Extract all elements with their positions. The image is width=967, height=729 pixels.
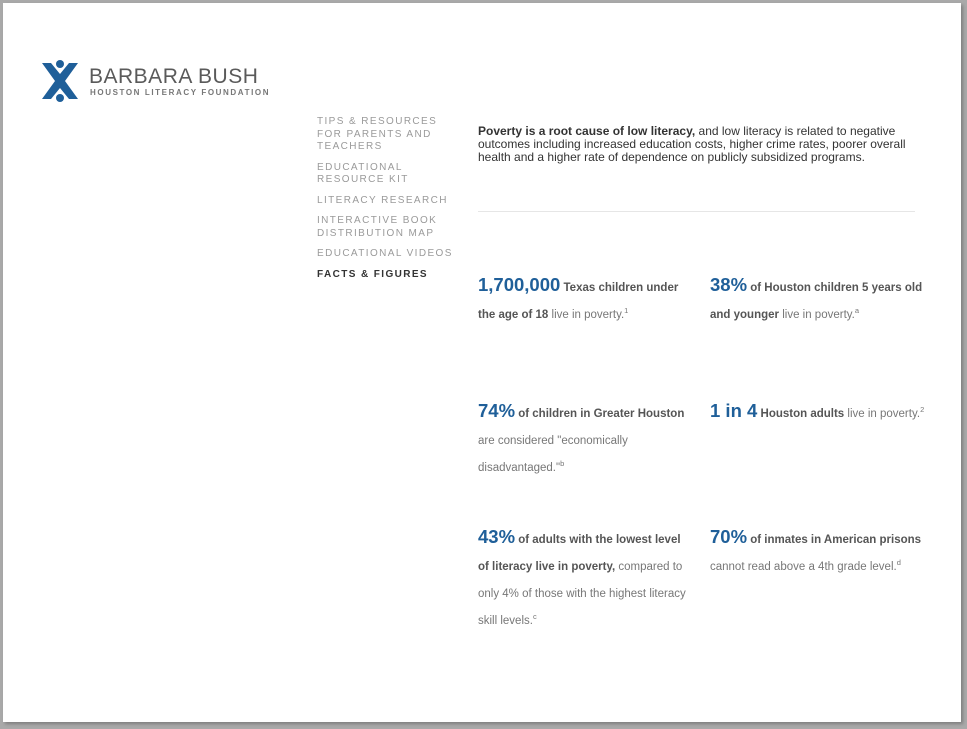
fact-text: live in poverty. bbox=[779, 309, 855, 321]
side-nav bbox=[317, 116, 457, 289]
footnote-ref: 1 bbox=[624, 306, 629, 316]
nav-item-educational-videos[interactable]: EDUCATIONAL VIDEOS bbox=[317, 248, 453, 259]
logo-title: BARBARA BUSH bbox=[89, 65, 259, 88]
fact-bold: of children in Greater Houston bbox=[515, 408, 685, 420]
fact-number: 38% bbox=[710, 274, 748, 295]
fact-item bbox=[710, 397, 925, 428]
footnote-ref: b bbox=[560, 459, 565, 469]
intro-text: and low literacy is related to negative outcomes including increased education costs, higher crime rates, poorer overall health and a higher rate of dependence on publicly subsidized programs. bbox=[478, 124, 906, 164]
page bbox=[3, 3, 961, 722]
fact-text: are considered "economically disadvantaged." bbox=[478, 435, 628, 474]
fact-number: 1 in 4 bbox=[710, 400, 758, 421]
fact-number: 43% bbox=[478, 526, 516, 547]
fact-text: live in poverty. bbox=[548, 309, 625, 321]
fact-number: 1,700,000 bbox=[478, 274, 561, 295]
people-star-icon bbox=[41, 59, 79, 103]
fact-text: live in poverty. bbox=[844, 408, 921, 420]
footnote-ref: a bbox=[854, 306, 860, 316]
fact-number: 70% bbox=[710, 526, 748, 547]
footnote-ref: 2 bbox=[920, 405, 925, 415]
fact-bold: of adults with the lowest level of literacy live in poverty, bbox=[478, 534, 681, 573]
fact-item bbox=[478, 523, 693, 635]
fact-bold: Houston adults bbox=[757, 408, 845, 420]
fact-item bbox=[478, 271, 693, 329]
fact-number: 74% bbox=[478, 400, 516, 421]
footnote-ref: d bbox=[896, 558, 901, 568]
intro-paragraph bbox=[478, 125, 923, 164]
nav-item-educational-resource-kit[interactable]: EDUCATIONAL RESOURCE KIT bbox=[317, 161, 409, 185]
fact-text: compared to only 4% of those with the highest literacy skill levels. bbox=[478, 561, 686, 627]
fact-bold: of Houston children 5 years old and younger bbox=[710, 282, 923, 321]
intro-bold: Poverty is a root cause of low literacy, bbox=[478, 124, 696, 138]
fact-text: cannot read above a 4th grade level. bbox=[710, 561, 897, 573]
logo-subtitle: HOUSTON LITERACY FOUNDATION bbox=[90, 88, 271, 97]
footnote-ref: c bbox=[532, 612, 537, 622]
divider bbox=[478, 211, 915, 212]
fact-item bbox=[478, 397, 693, 482]
nav-item-tips-resources[interactable]: TIPS & RESOURCES FOR PARENTS AND TEACHERS bbox=[317, 116, 438, 152]
nav-item-interactive-book-map[interactable]: INTERACTIVE BOOK DISTRIBUTION MAP bbox=[317, 215, 438, 239]
fact-item bbox=[710, 271, 925, 329]
nav-item-literacy-research[interactable]: LITERACY RESEARCH bbox=[317, 194, 448, 206]
fact-item bbox=[710, 523, 925, 581]
fact-bold: of inmates in American prisons bbox=[747, 534, 922, 546]
fact-bold: Texas children under the age of 18 bbox=[478, 282, 679, 321]
nav-item-facts-figures[interactable]: FACTS & FIGURES bbox=[317, 268, 429, 280]
